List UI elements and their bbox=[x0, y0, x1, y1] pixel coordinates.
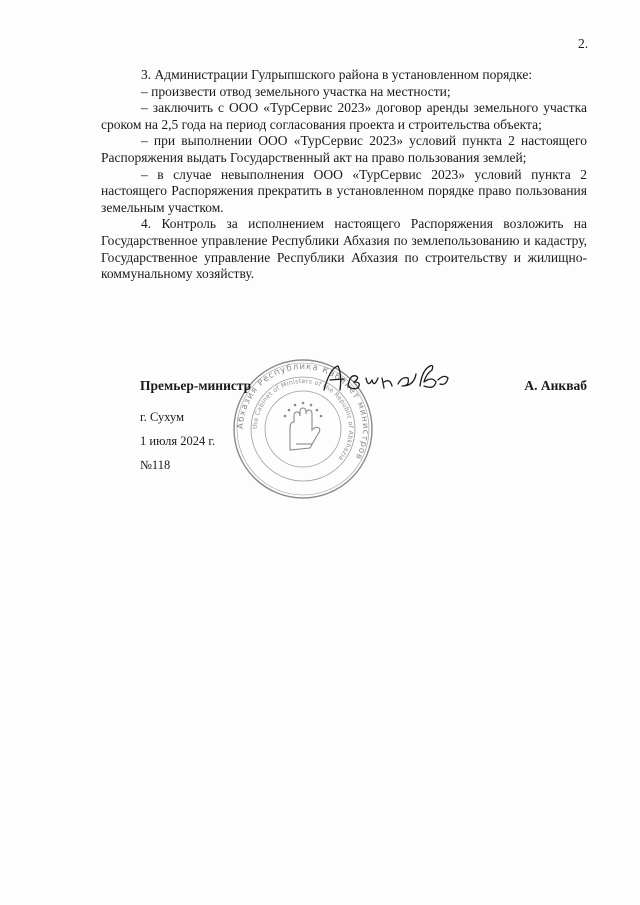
svg-text:the Cabinet of Ministers of th: the Cabinet of Ministers of the Republic of Abkhazia bbox=[251, 377, 355, 462]
paragraph-subitem-allotment: – произвести отвод земельного участка на местности; bbox=[141, 83, 451, 99]
paragraph-subitem-lease: – заключить с ООО «ТурСервис 2023» договор аренды земельного участка сроком на 2,5 года на период согласования проекта и строительства объекта; bbox=[101, 100, 587, 132]
signatory-name: А. Анкваб bbox=[524, 378, 587, 393]
signature-block bbox=[140, 378, 587, 400]
document-body bbox=[101, 67, 587, 283]
paragraph-item-3: 3. Администрации Гулрыпшского района в установленном порядке: bbox=[141, 67, 533, 82]
issue-place: г. Сухум bbox=[140, 410, 185, 424]
paragraph-subitem-termination: – в случае невыполнения ООО «ТурСервис 2023» условий пункта 2 настоящего Распоряжения прекратить в установленном порядке право пользования земельным участком. bbox=[101, 166, 587, 215]
signatory-title: Премьер-министр bbox=[140, 378, 252, 393]
page-number: 2. bbox=[578, 36, 589, 51]
paragraph-subitem-state-act: – при выполнении ООО «ТурСервис 2023» условий пункта 2 настоящего Распоряжения выдать Государственный акт на право пользования землей; bbox=[101, 133, 587, 165]
paragraph-item-4: 4. Контроль за исполнением настоящего Распоряжения возложить на Государственное управление Республики Абхазия по землепользованию и кадастру, Государственное управление Республики Абхазия по строительству и жилищно-коммунальному хозяйству. bbox=[101, 216, 587, 282]
svg-text:Абхазия Республика Кабинет мин: Абхазия Республика Кабинет министров bbox=[235, 361, 371, 462]
document-number: №118 bbox=[140, 458, 171, 472]
issue-date: 1 июля 2024 г. bbox=[140, 434, 216, 448]
